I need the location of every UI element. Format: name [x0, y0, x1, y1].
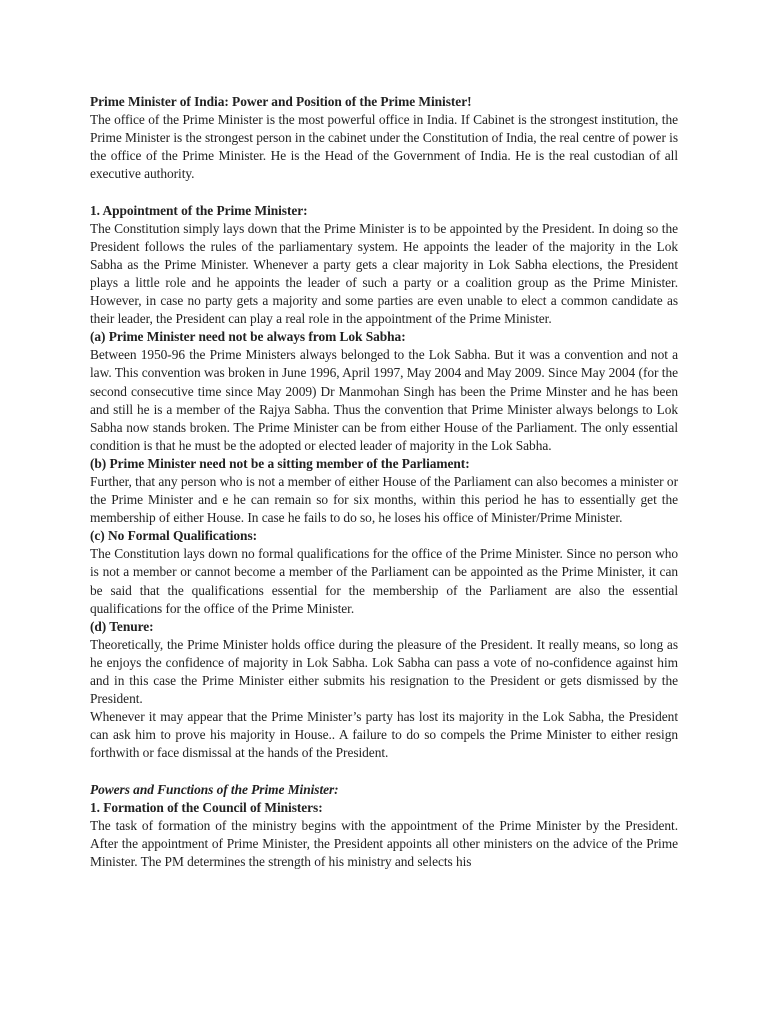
spacer [90, 183, 678, 201]
formation-paragraph: The task of formation of the ministry begins with the appointment of the Prime Minister by the President. After the appointment of Prime Minister, the President appoints all other ministers on the advice of the Prime Minister. The PM determines the strength of his ministry and selects his [90, 817, 678, 869]
subsection-d-paragraph-2: Whenever it may appear that the Prime Minister’s party has lost its majority in the Lok Sabha, the President can ask him to prove his majority in House.. A failure to do so compels the Prime Minister to either resign forthwith or face dismissal at the hands of the President. [90, 709, 678, 761]
subsection-d-paragraph-1: Theoretically, the Prime Minister holds office during the pleasure of the President. It really means, so long as he enjoys the confidence of majority in Lok Sabha. Lok Sabha can pass a vote of no-confidence against him and in this case the Prime Minister either submits his resignation to the President or gets dismissed by the President. [90, 636, 678, 707]
subsection-heading-a: (a) Prime Minister need not be always from Lok Sabha: [90, 329, 406, 345]
subsection-heading-b: (b) Prime Minister need not be a sitting member of the Parliament: [90, 455, 470, 471]
section-heading-powers: Powers and Functions of the Prime Minister: [90, 781, 339, 797]
subsection-b-paragraph: Further, that any person who is not a member of either House of the Parliament can also becomes a minister or the Prime Minister and e he can remain so for six months, within this period he has to essentially get the membership of either House. In case he fails to do so, he loses his office of Minister/Prime Minister. [90, 473, 678, 526]
intro-paragraph: The office of the Prime Minister is the most powerful office in India. If Cabinet is the strongest institution, the Prime Minister is the strongest person in the cabinet under the Constitution of India, the real centre of power is the office of the Prime Minister. He is the Head of the Government of India. He is the real custodian of all executive authority. [90, 112, 678, 182]
spacer [90, 762, 678, 780]
section-heading-appointment: 1. Appointment of the Prime Minister: [90, 202, 308, 218]
subsection-c-paragraph: The Constitution lays down no formal qualifications for the office of the Prime Minister. Since no person who is not a member or cannot become a member of the Parliament can be appointed as the Prime Minister, it can be said that the qualifications essential for the membership of the Parliament are also the essential qualifications for the office of the Prime Minister. [90, 546, 678, 616]
subsection-heading-c: (c) No Formal Qualifications: [90, 528, 258, 544]
appointment-paragraph: The Constitution simply lays down that the Prime Minister is to be appointed by the President. In doing so the President follows the rules of the parliamentary system. He appoints the leader of the majority in the Lok Sabha as the Prime Minister. Whenever a party gets a clear majority in Lok Sabha elections, the President plays a little role and he appoints the leader of such a party or a coalition group as the Prime Minister. However, in case no party gets a majority and some parties are even unable to elect a common candidate as their leader, the President can play a real role in the appointment of the Prime Minister. [90, 220, 678, 327]
subsection-a-paragraph: Between 1950-96 the Prime Ministers always belonged to the Lok Sabha. But it was a convention and not a law. This convention was broken in June 1996, April 1997, May 2004 and May 2009. Since May 2004 (for the second consecutive time since May 2009) Dr Manmohan Singh has been the Prime Minster and he has been and still he is a member of the Rajya Sabha. Thus the convention that Prime Minister always belongs to Lok Sabha now stands broken. The Prime Minister can be from either House of the Parliament. The only essential condition is that he must be the adopted or elected leader of majority in the Lok Sabha. [90, 347, 678, 453]
subsection-heading-formation: 1. Formation of the Council of Ministers: [90, 799, 323, 815]
document-page [90, 93, 678, 871]
subsection-heading-d: (d) Tenure: [90, 618, 154, 634]
document-title: Prime Minister of India: Power and Position of the Prime Minister! [90, 94, 472, 109]
